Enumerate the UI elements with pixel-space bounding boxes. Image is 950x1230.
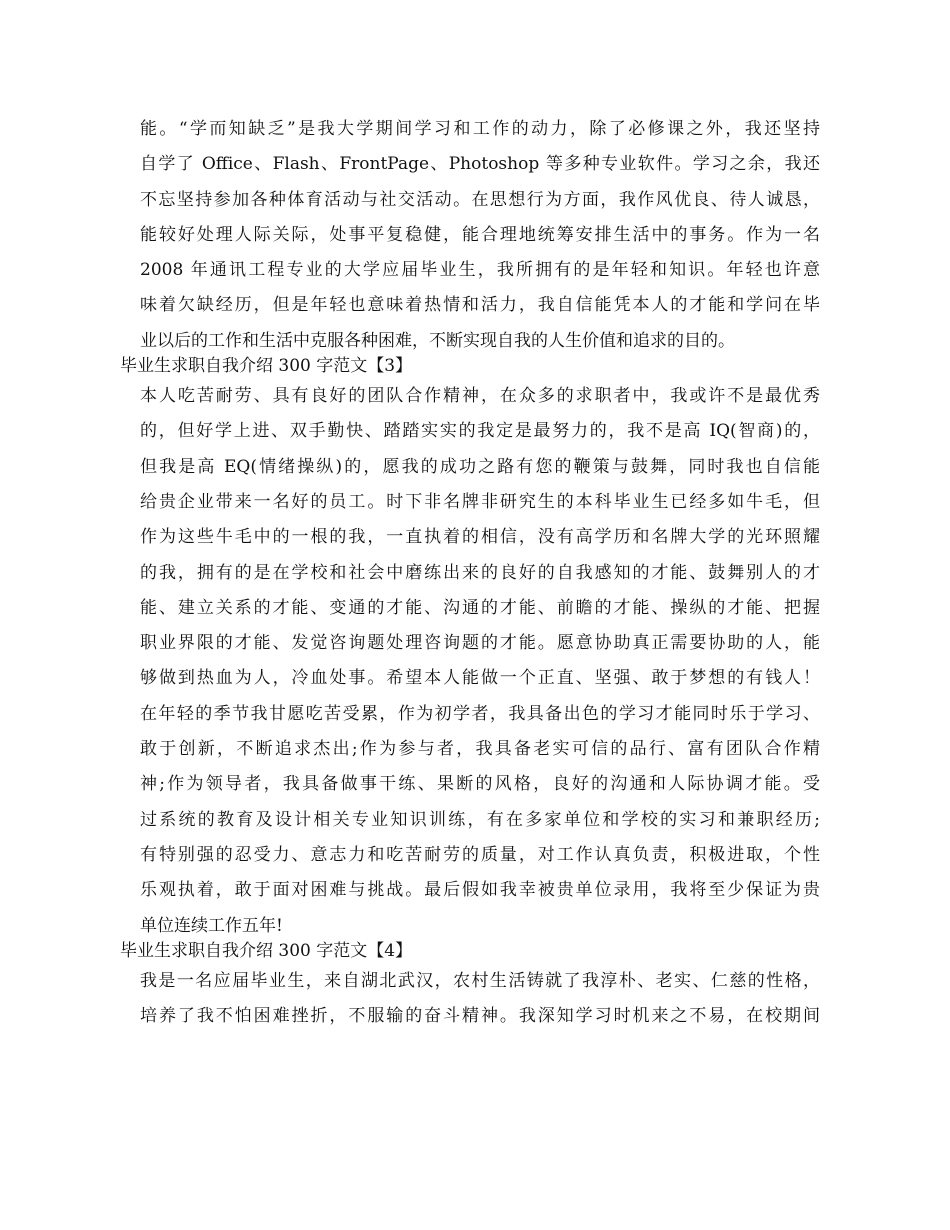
document-body [120,112,820,1034]
text-line: 我是一名应届毕业生，来自湖北武汉，农村生活铸就了我淳朴、老实、仁慈的性格， [140,970,820,991]
paragraph-continued [140,112,820,359]
text-line: 的我，拥有的是在学校和社会中磨练出来的良好的自我感知的才能、鼓舞别人的才 [140,562,820,583]
section-heading-4: 毕业生求职自我介绍 300 字范文【4】 [120,940,413,961]
text-line: 2008 年通讯工程专业的大学应届毕业生，我所拥有的是年轻和知识。年轻也许意 [140,260,820,281]
text-line: 职业界限的才能、发觉咨询题处理咨询题的才能。愿意协助真正需要协助的人，能 [140,633,820,654]
text-line: 培养了我不怕困难挫折，不服输的奋斗精神。我深知学习时机来之不易，在校期间 [140,1006,820,1027]
text-line: 不忘坚持参加各种体育活动与社交活动。在思想行为方面，我作风优良、待人诚恳， [140,189,820,210]
text-line: 能较好处理人际关际，处事平复稳健，能合理地统筹安排生活中的事务。作为一名 [140,224,820,245]
text-line: 给贵企业带来一名好的员工。时下非名牌非研究生的本科毕业生已经多如牛毛，但 [140,491,820,512]
text-line: 味着欠缺经历，但是年轻也意味着热情和活力，我自信能凭本人的才能和学问在毕 [140,295,820,316]
text-line: 但我是高 EQ(情绪操纵)的，愿我的成功之路有您的鞭策与鼓舞，同时我也自信能 [140,456,820,477]
text-line: 业以后的工作和生活中克服各种困难，不断实现自我的人生价值和追求的目的。 [140,330,735,351]
text-line: 的，但好学上进、双手勤快、踏踏实实的我定是最努力的，我不是高 IQ(智商)的， [140,421,820,442]
text-line: 过系统的教育及设计相关专业知识训练，有在多家单位和学校的实习和兼职经历; [140,809,820,830]
text-line: 自学了 Office、Flash、FrontPage、Photoshop 等多种专业软件。学习之余，我还 [140,154,820,175]
text-line: 能。“学而知缺乏”是我大学期间学习和工作的动力，除了必修课之外，我还坚持 [140,119,820,139]
text-line: 作为这些牛毛中的一根的我，一直执着的相信，没有高学历和名牌大学的光环照耀 [140,527,820,548]
text-line: 单位连续工作五年! [140,915,283,936]
text-line: 有特别强的忍受力、意志力和吃苦耐劳的质量，对工作认真负责，积极进取，个性 [140,844,820,865]
text-line: 敢于创新，不断追求杰出;作为参与者，我具备老实可信的品行、富有团队合作精 [140,739,820,760]
text-line: 在年轻的季节我甘愿吃苦受累，作为初学者，我具备出色的学习才能同时乐于学习、 [140,703,820,724]
paragraph-section-4 [140,964,820,1035]
paragraph-section-3 [140,379,820,944]
text-line: 乐观执着，敢于面对困难与挑战。最后假如我幸被贵单位录用，我将至少保证为贵 [140,880,820,901]
text-line: 神;作为领导者，我具备做事干练、果断的风格，良好的沟通和人际协调才能。受 [140,774,820,795]
text-line: 能、建立关系的才能、变通的才能、沟通的才能、前瞻的才能、操纵的才能、把握 [140,597,820,618]
section-heading-3: 毕业生求职自我介绍 300 字范文【3】 [120,356,413,377]
text-line: 够做到热血为人，冷血处事。希望本人能做一个正直、坚强、敢于梦想的有钱人！ [140,668,820,689]
text-line: 本人吃苦耐劳、具有良好的团队合作精神，在众多的求职者中，我或许不是最优秀 [140,386,820,407]
